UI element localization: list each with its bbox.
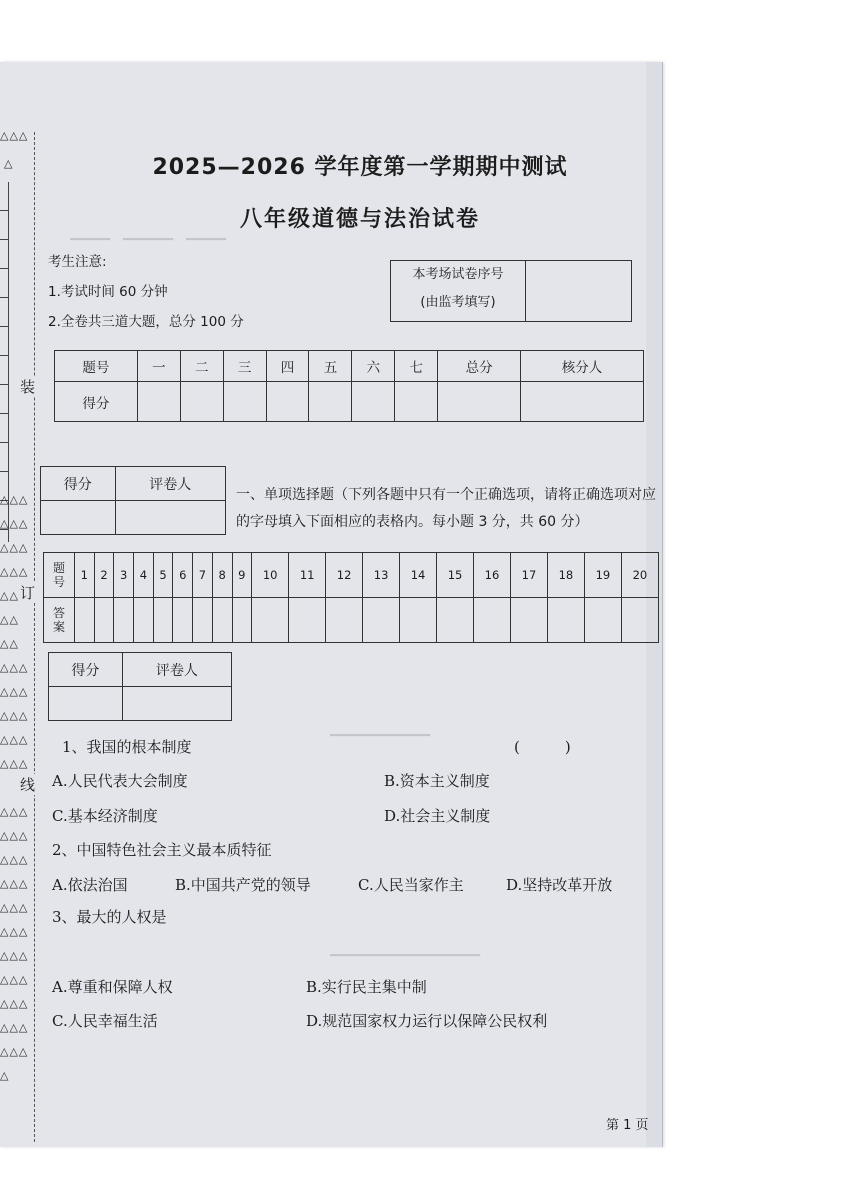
- question-option: D.坚持改革开放: [506, 876, 613, 894]
- answer-cell[interactable]: [621, 598, 658, 643]
- question-option: A.人民代表大会制度: [52, 772, 188, 790]
- bleed-through-text: ▁▁▁▁▁▁▁▁▁▁▁▁▁▁▁: [330, 942, 480, 957]
- exam-title: 2025—2026 学年度第一学期期中测试: [152, 155, 568, 180]
- triangle-mark-icon: △△△: [0, 853, 29, 866]
- question-option: A.尊重和保障人权: [52, 978, 173, 996]
- triangle-mark-icon: △△△: [0, 733, 29, 746]
- triangle-mark-icon: △△△: [0, 541, 29, 554]
- answer-cell[interactable]: [510, 598, 547, 643]
- answer-cell[interactable]: [94, 598, 114, 643]
- answer-cell[interactable]: [400, 598, 437, 643]
- question-option: B.实行民主集中制: [306, 978, 427, 996]
- score-cell[interactable]: [309, 382, 352, 422]
- triangle-mark-icon: △△△: [0, 709, 29, 722]
- answer-cell[interactable]: [212, 598, 232, 643]
- answer-number-cell: 5: [153, 553, 173, 598]
- answer-cell[interactable]: [437, 598, 474, 643]
- score-table-score-row: [55, 382, 644, 422]
- question-stem: 2、中国特色社会主义最本质特征: [52, 841, 272, 859]
- answer-grid: [43, 552, 659, 643]
- answer-cell[interactable]: [134, 598, 154, 643]
- score-header-cell: 五: [309, 351, 352, 382]
- grader-name-cell[interactable]: [122, 687, 231, 721]
- answer-number-cell: 6: [173, 553, 193, 598]
- answer-number-cell: 16: [474, 553, 511, 598]
- answer-number-cell: 20: [621, 553, 658, 598]
- answer-number-cell: 14: [400, 553, 437, 598]
- exam-subtitle: 八年级道德与法治试卷: [239, 207, 480, 232]
- answer-fill-row: [44, 598, 659, 643]
- grader-score-cell[interactable]: [41, 501, 116, 535]
- question-stem: 3、最大的人权是: [52, 908, 167, 926]
- answer-number-cell: 3: [114, 553, 134, 598]
- binding-label-zhuang: 装: [20, 378, 36, 396]
- triangle-mark-icon: △△△: [0, 661, 29, 674]
- score-cell[interactable]: [438, 382, 521, 422]
- answer-number-cell: 7: [193, 553, 213, 598]
- score-cell[interactable]: [395, 382, 438, 422]
- triangle-mark-icon: △△△: [0, 129, 29, 142]
- score-header-cell: 一: [137, 351, 180, 382]
- triangle-mark-icon: △△△: [0, 997, 29, 1010]
- triangle-mark-icon: △△△: [0, 829, 29, 842]
- answer-number-cell: 15: [437, 553, 474, 598]
- exam-sheet: [0, 62, 663, 1147]
- binding-label-xian: 线: [20, 776, 36, 794]
- question-option: D.规范国家权力运行以保障公民权利: [306, 1012, 548, 1030]
- grader-score-label: 得分: [49, 653, 123, 687]
- grader-name-label: 评卷人: [122, 653, 231, 687]
- answer-number-cell: 4: [134, 553, 154, 598]
- triangle-mark-icon: △△△: [0, 877, 29, 890]
- answer-cell[interactable]: [173, 598, 193, 643]
- answer-cell[interactable]: [232, 598, 252, 643]
- triangle-mark-icon: △△△: [0, 565, 29, 578]
- score-row-label: 得分: [55, 382, 138, 422]
- score-header-cell: 总分: [438, 351, 521, 382]
- question-option: D.社会主义制度: [384, 807, 491, 825]
- answer-bracket[interactable]: ( ): [514, 738, 571, 756]
- question-stem: 1、我国的根本制度: [62, 738, 192, 756]
- score-header-cell: 核分人: [521, 351, 644, 382]
- answer-cell[interactable]: [584, 598, 621, 643]
- triangle-mark-icon: △: [0, 1069, 10, 1082]
- question-option: C.人民当家作主: [358, 876, 464, 894]
- answer-number-cell: 17: [510, 553, 547, 598]
- seat-box-line1: 本考场试卷序号: [412, 267, 504, 282]
- triangle-mark-icon: △△△: [0, 901, 29, 914]
- answer-number-cell: 8: [212, 553, 232, 598]
- answer-number-cell: 18: [547, 553, 584, 598]
- answer-number-cell: 10: [252, 553, 289, 598]
- question-option: B.资本主义制度: [384, 772, 490, 790]
- triangle-mark-icon: △△△: [0, 805, 29, 818]
- answer-cell[interactable]: [326, 598, 363, 643]
- binding-dashed-line: [34, 132, 35, 1142]
- question-option: B.中国共产党的领导: [175, 876, 311, 894]
- score-cell[interactable]: [352, 382, 395, 422]
- score-header-cell: 题号: [55, 351, 138, 382]
- answer-number-cell: 9: [232, 553, 252, 598]
- score-table: [54, 350, 644, 422]
- answer-row-label: 题 号: [44, 553, 75, 598]
- binding-label-ding: 订: [20, 584, 36, 602]
- triangle-mark-icon: △△△: [0, 517, 29, 530]
- answer-number-cell: 12: [326, 553, 363, 598]
- score-header-cell: 四: [266, 351, 309, 382]
- triangle-mark-icon: △△△: [0, 1021, 29, 1034]
- grader-name-label: 评卷人: [115, 467, 226, 501]
- score-cell[interactable]: [223, 382, 266, 422]
- grader-name-cell[interactable]: [115, 501, 226, 535]
- answer-number-cell: 1: [75, 553, 95, 598]
- triangle-mark-icon: △△△: [0, 757, 29, 770]
- bleed-through-text: ▁▁▁▁▁▁▁▁▁▁: [330, 722, 430, 737]
- triangle-mark-icon: △△: [0, 589, 19, 602]
- triangle-mark-icon: △△△: [0, 685, 29, 698]
- grader-box: [40, 466, 226, 535]
- answer-cell[interactable]: [289, 598, 326, 643]
- notice-heading: 考生注意:: [48, 254, 107, 270]
- score-cell[interactable]: [521, 382, 644, 422]
- notice-item: 1.考试时间 60 分钟: [48, 284, 168, 300]
- answer-cell[interactable]: [363, 598, 400, 643]
- triangle-mark-icon: △△: [0, 613, 19, 626]
- page-number: 第 1 页: [606, 1118, 649, 1133]
- answer-cell[interactable]: [75, 598, 95, 643]
- score-header-cell: 二: [180, 351, 223, 382]
- seat-box-line2: (由监考填写): [420, 295, 496, 310]
- answer-cell[interactable]: [193, 598, 213, 643]
- question-option: A.依法治国: [52, 876, 128, 894]
- answer-number-cell: 2: [94, 553, 114, 598]
- score-header-cell: 六: [352, 351, 395, 382]
- section1-title: 一、单项选择题（下列各题中只有一个正确选项，请将正确选项对应的字母填入下面相应的表格内。每小题 3 分，共 60 分）: [236, 487, 656, 530]
- score-header-cell: 七: [395, 351, 438, 382]
- score-cell[interactable]: [137, 382, 180, 422]
- answer-number-cell: 13: [363, 553, 400, 598]
- grader-score-cell[interactable]: [49, 687, 123, 721]
- grader-score-label: 得分: [41, 467, 116, 501]
- answer-cell[interactable]: [252, 598, 289, 643]
- triangle-mark-icon: △△△: [0, 925, 29, 938]
- grader-box: [48, 652, 232, 721]
- score-cell[interactable]: [266, 382, 309, 422]
- triangle-mark-icon: △△: [0, 637, 19, 650]
- answer-cell[interactable]: [153, 598, 173, 643]
- answer-number-cell: 11: [289, 553, 326, 598]
- answer-number-row: [44, 553, 659, 598]
- score-cell[interactable]: [180, 382, 223, 422]
- answer-cell[interactable]: [547, 598, 584, 643]
- answer-cell[interactable]: [114, 598, 134, 643]
- bleed-through-text: ▁▁▁▁ ▁▁▁▁▁ ▁▁▁▁: [70, 226, 226, 241]
- seat-sequence-box: [390, 260, 632, 322]
- score-header-cell: 三: [223, 351, 266, 382]
- triangle-mark-icon: △△△: [0, 1045, 29, 1058]
- seat-number-bar: [0, 182, 9, 542]
- answer-cell[interactable]: [474, 598, 511, 643]
- triangle-mark-icon: △: [4, 157, 14, 170]
- answer-row-label: 答 案: [44, 598, 75, 643]
- question-option: C.基本经济制度: [52, 807, 158, 825]
- answer-number-cell: 19: [584, 553, 621, 598]
- notice-item: 2.全卷共三道大题，总分 100 分: [48, 314, 244, 330]
- question-option: C.人民幸福生活: [52, 1012, 158, 1030]
- triangle-mark-icon: △△△: [0, 949, 29, 962]
- triangle-mark-icon: △△△: [0, 493, 29, 506]
- triangle-mark-icon: △△△: [0, 973, 29, 986]
- score-table-header-row: [55, 351, 644, 382]
